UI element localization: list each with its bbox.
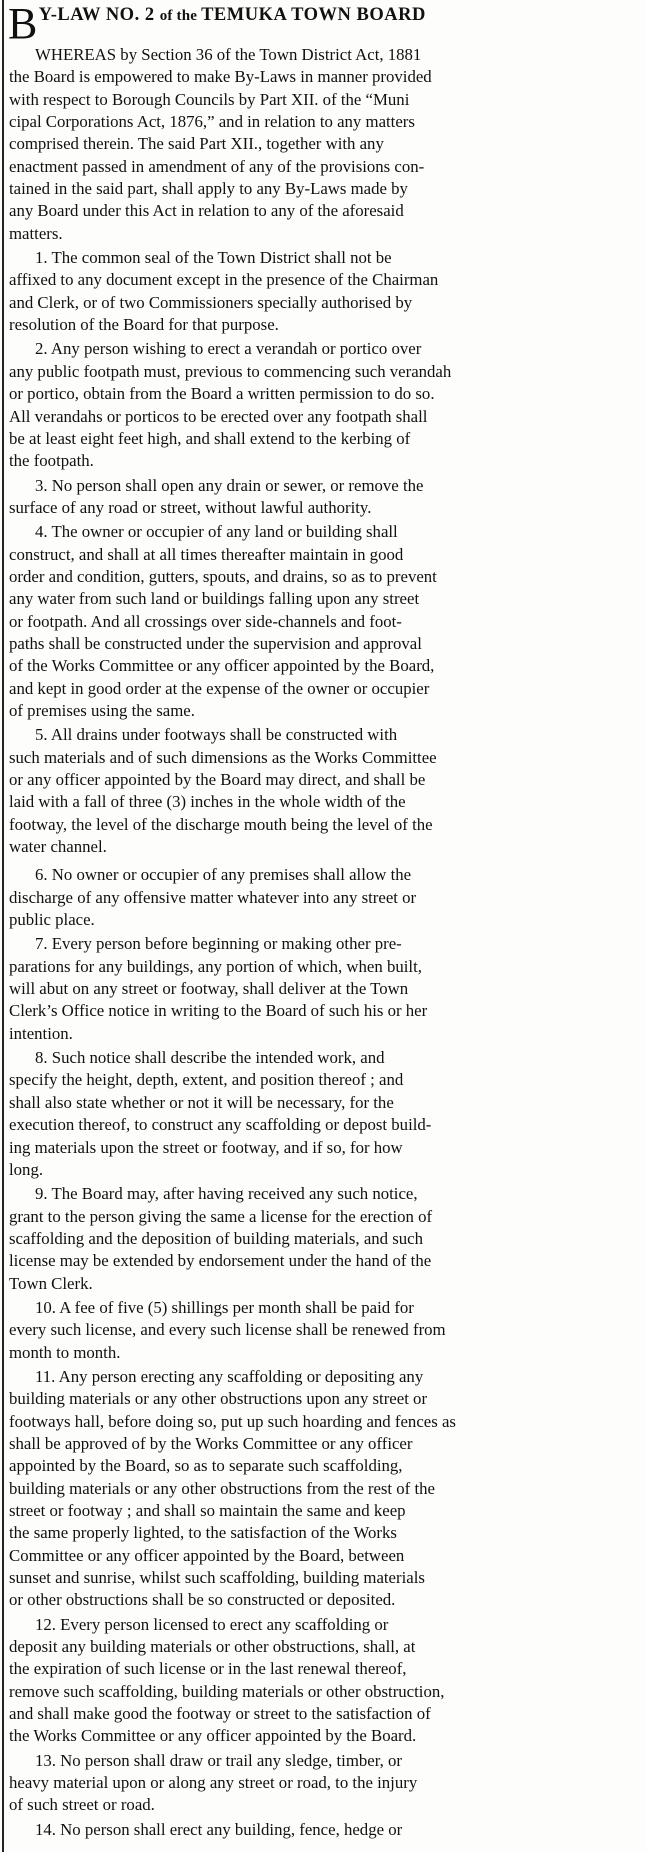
clause-paragraph — [9, 338, 646, 472]
text-line: affixed to any document except in the presence of the Chairman — [9, 270, 439, 290]
heading-board-name: TEMUKA TOWN BOARD — [201, 5, 426, 25]
text-line: the footpath. — [9, 451, 94, 471]
text-line: comprised therein. The said Part XII., together with any — [9, 134, 384, 154]
text-line: and shall make good the footway or street to the satisfaction of — [9, 1704, 431, 1724]
text-line: intention. — [9, 1023, 73, 1043]
text-line: paths shall be constructed under the supervision and approval — [9, 633, 422, 653]
text-line: scaffolding and the deposition of building materials, and such — [9, 1228, 424, 1248]
text-line: or other obstructions shall be so constructed or deposited. — [9, 1590, 396, 1610]
text-line: laid with a fall of three (3) inches in the whole width of the — [9, 792, 406, 812]
text-line: 6. No owner or occupier of any premises shall allow the — [35, 865, 412, 885]
heading-of-the: of the — [159, 8, 202, 24]
text-line: 4. The owner or occupier of any land or building shall — [35, 522, 398, 542]
text-line: parations for any buildings, any portion of which, when built, — [9, 956, 422, 976]
text-line: and kept in good order at the expense of the owner or occupier — [9, 678, 430, 698]
text-line: surface of any road or street, without lawful authority. — [9, 497, 372, 517]
text-line: remove such scaffolding, building materials or other obstruction, — [9, 1681, 445, 1701]
text-line: license may be extended by endorsement under the hand of the — [9, 1251, 432, 1271]
text-line: tained in the said part, shall apply to any By-Laws made by — [9, 179, 408, 199]
column-rule — [2, 0, 4, 1852]
text-line: water channel. — [9, 837, 107, 857]
clause-paragraph — [9, 1047, 646, 1181]
text-line: 1. The common seal of the Town District shall not be — [35, 248, 392, 268]
text-line: will abut on any street or footway, shall deliver at the Town — [9, 979, 409, 999]
text-line: be at least eight feet high, and shall extend to the kerbing of — [9, 428, 411, 448]
text-line: or portico, obtain from the Board a written permission to do so. — [9, 384, 435, 404]
text-line: footway, the level of the discharge mouth being the level of the — [9, 814, 433, 834]
text-line: shall also state whether or not it will be necessary, for the — [9, 1092, 394, 1112]
text-line: deposit any building materials or other obstructions, shall, at — [9, 1637, 416, 1657]
text-line: 5. All drains under footways shall be constructed with — [35, 725, 398, 745]
text-line: with respect to Borough Councils by Part XII. of the “Muni — [9, 89, 410, 109]
text-line: 8. Such notice shall describe the intended work, and — [35, 1048, 385, 1068]
text-line: the same properly lighted, to the satisfaction of the Works — [9, 1523, 397, 1543]
heading-drop-cap: B — [8, 0, 38, 48]
text-line: heavy material upon or along any street or road, to the injury — [9, 1773, 418, 1793]
text-line: any public footpath must, previous to commencing such verandah — [9, 361, 452, 381]
clause-paragraph — [9, 1819, 646, 1841]
text-line: month to month. — [9, 1342, 121, 1362]
preamble-paragraph — [9, 44, 646, 245]
text-line: construct, and shall at all times thereafter maintain in good — [9, 544, 404, 564]
clause-paragraph — [9, 864, 646, 931]
clause-paragraph — [9, 1297, 646, 1364]
text-line: such materials and of such dimensions as the Works Committee — [9, 747, 437, 767]
text-line: the Works Committee or any officer appointed by the Board. — [9, 1726, 417, 1746]
text-line: 13. No person shall draw or trail any sledge, timber, or — [35, 1750, 403, 1770]
text-line: of the Works Committee or any officer appointed by the Board, — [9, 656, 435, 676]
text-line: 7. Every person before beginning or making other pre- — [35, 934, 402, 954]
text-line: shall be approved of by the Works Committee or any officer — [9, 1433, 413, 1453]
text-line: the expiration of such license or in the last renewal thereof, — [9, 1659, 407, 1679]
text-line: the Board is empowered to make By-Laws in manner provided — [9, 67, 432, 87]
text-line: ing materials upon the street or footway, and if so, for how — [9, 1137, 403, 1157]
clause-paragraph — [9, 1750, 646, 1817]
text-line: public place. — [9, 910, 95, 930]
heading-bylaw-number: Y-LAW NO. 2 — [38, 5, 160, 25]
text-line: enactment passed in amendment of any of the provisions con- — [9, 156, 425, 176]
clause-paragraph — [9, 1614, 646, 1748]
clause-paragraph — [9, 1183, 646, 1295]
text-line: or any officer appointed by the Board may direct, and shall be — [9, 770, 426, 789]
text-line: resolution of the Board for that purpose. — [9, 315, 279, 335]
clause-paragraph — [9, 1366, 646, 1612]
text-line: any water from such land or buildings falling upon any street — [9, 589, 420, 609]
text-line: 11. Any person erecting any scaffolding or depositing any — [35, 1366, 424, 1386]
text-line: Committee or any officer appointed by the Board, between — [9, 1545, 405, 1565]
clause-paragraph — [9, 521, 646, 722]
text-line: 9. The Board may, after having received any such notice, — [35, 1184, 418, 1204]
text-line: appointed by the Board, so as to separate such scaffolding, — [9, 1456, 403, 1476]
text-line: cipal Corporations Act, 1876,” and in relation to any matters — [9, 112, 415, 132]
text-line: sunset and sunrise, whilst such scaffolding, building materials — [9, 1568, 425, 1588]
text-line: of premises using the same. — [9, 700, 195, 720]
text-line: execution thereof, to construct any scaffolding or depost build- — [9, 1115, 432, 1135]
text-line: 2. Any person wishing to erect a verandah or portico over — [35, 339, 422, 359]
clause-paragraph — [9, 724, 646, 858]
text-line: 3. No person shall open any drain or sewer, or remove the — [35, 475, 424, 495]
clause-paragraph — [9, 475, 646, 520]
bylaw-heading — [8, 0, 646, 48]
text-line: footways hall, before doing so, put up such hoarding and fences as — [9, 1411, 456, 1431]
text-line: All verandahs or porticos to be erected over any footpath shall — [9, 406, 428, 426]
text-line: and Clerk, or of two Commissioners specially authorised by — [9, 292, 413, 312]
text-line: building materials or any other obstructions upon any street or — [9, 1389, 428, 1409]
text-line: every such license, and every such license shall be renewed from — [9, 1320, 446, 1340]
text-line: any Board under this Act in relation to any of the aforesaid — [9, 201, 404, 221]
text-line: building materials or any other obstructions from the rest of the — [9, 1478, 435, 1498]
text-line: of such street or road. — [9, 1795, 155, 1815]
text-line: specify the height, depth, extent, and position thereof ; and — [9, 1070, 404, 1090]
text-line: order and condition, gutters, spouts, and drains, so as to prevent — [9, 566, 437, 586]
text-line: street or footway ; and shall so maintain the same and keep — [9, 1501, 406, 1520]
text-line: WHEREAS by Section 36 of the Town District Act, 1881 — [35, 45, 422, 64]
text-line: discharge of any offensive matter whatever into any street or — [9, 887, 417, 907]
text-line: 14. No person shall erect any building, fence, hedge or — [35, 1819, 403, 1839]
text-line: Clerk’s Office notice in writing to the Board of such his or her — [9, 1001, 428, 1021]
text-line: grant to the person giving the same a license for the erection of — [9, 1206, 433, 1226]
clause-paragraph — [9, 247, 646, 336]
text-line: or footpath. And all crossings over side-channels and foot- — [9, 611, 402, 631]
text-line: matters. — [9, 223, 63, 243]
text-line: long. — [9, 1159, 44, 1179]
text-line: Town Clerk. — [9, 1273, 93, 1293]
bylaw-body — [9, 44, 646, 1841]
text-line: 10. A fee of five (5) shillings per month shall be paid for — [35, 1297, 414, 1317]
text-line: 12. Every person licensed to erect any scaffolding or — [35, 1614, 389, 1634]
clause-paragraph — [9, 933, 646, 1045]
